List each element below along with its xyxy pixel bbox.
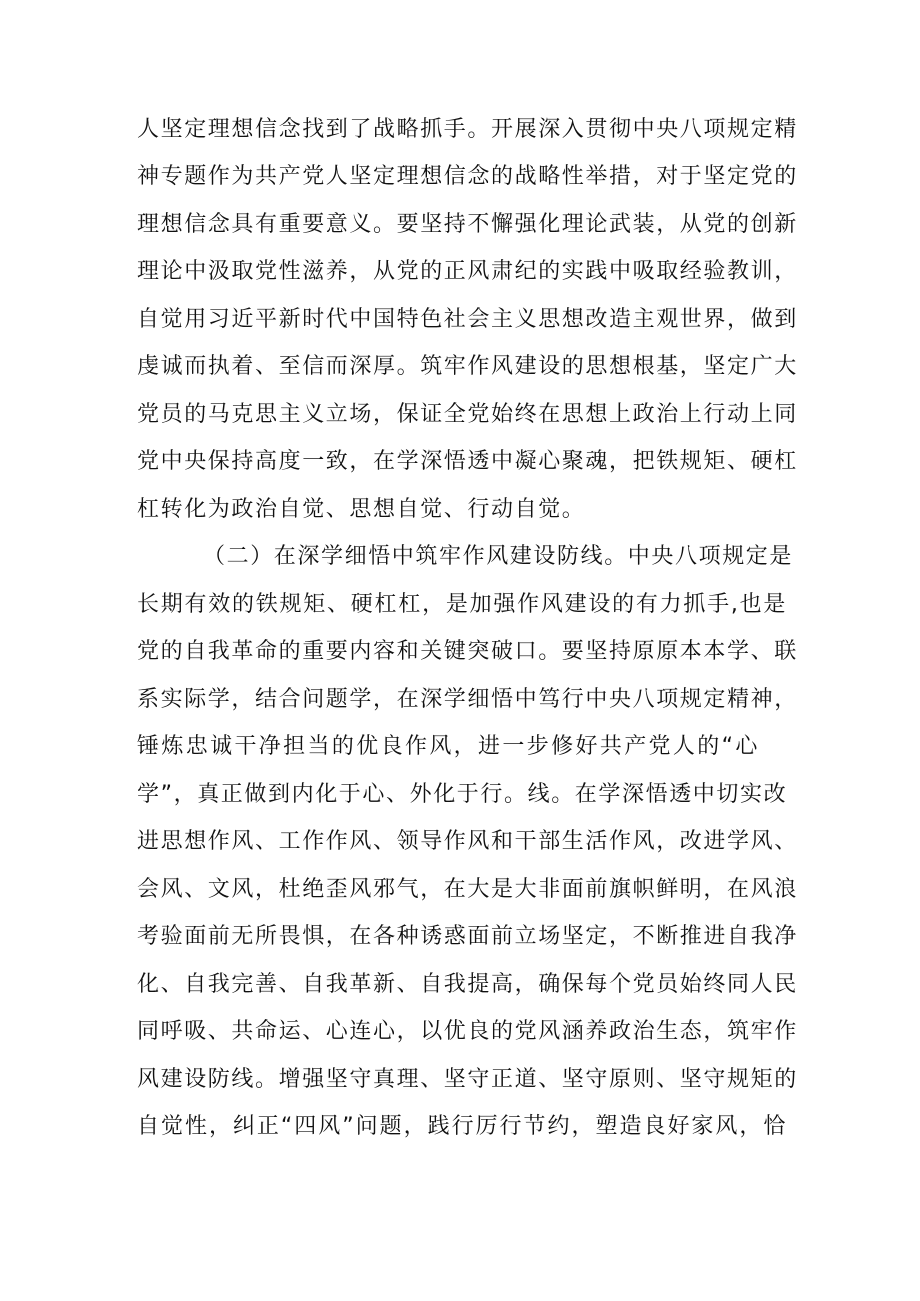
text-line: 自觉用习近平新时代中国特色社会主义思想改造主观世界，做到 [137, 307, 798, 332]
text-line: 自觉性，纠正“四风”问题，践行厉行节约，塑造良好家风，恰 [137, 1114, 787, 1139]
text-line: 神专题作为共产党人坚定理想信念的战略性举措，对于坚定党的 [137, 164, 798, 189]
text-line: 杠转化为政治自觉、思想自觉、行动自觉。 [137, 497, 586, 522]
text-line: 人坚定理想信念找到了战略抓手。开展深入贯彻中央八项规定精 [137, 117, 798, 142]
text-line: 虔诚而执着、至信而深厚。筑牢作风建设的思想根基，坚定广大 [137, 354, 798, 379]
text-line: 同呼吸、共命运、心连心，以优良的党风涵养政治生态，筑牢作 [137, 1019, 798, 1044]
text-line: 化、自我完善、自我革新、自我提高，确保每个党员始终同人民 [137, 972, 798, 997]
text-line: 党的自我革命的重要内容和关键突破口。要坚持原原本本学、联 [137, 639, 798, 664]
text-line: 进思想作风、工作作风、领导作风和干部生活作风，改进学风、 [137, 829, 798, 854]
text-line: 系实际学，结合问题学，在深学细悟中笃行中央八项规定精神， [137, 687, 798, 712]
text-line: 会风、文风，杜绝歪风邪气，在大是大非面前旗帜鲜明，在风浪 [137, 877, 798, 902]
text-line: 党中央保持高度一致，在学深悟透中凝心聚魂，把铁规矩、硬杠 [137, 449, 798, 474]
text-line: 长期有效的铁规矩、硬杠杠，是加强作风建设的有力抓手,也是 [137, 592, 787, 617]
text-line: 锤炼忠诚干净担当的优良作风，进一步修好共产党人的“心 [137, 734, 759, 759]
text-line: 考验面前无所畏惧，在各种诱惑面前立场坚定，不断推进自我净 [137, 924, 798, 949]
text-line: 理想信念具有重要意义。要坚持不懈强化理论武装，从党的创新 [137, 212, 798, 237]
text-line: 党员的马克思主义立场，保证全党始终在思想上政治上行动上同 [137, 402, 798, 427]
text-line: 理论中汲取党性滋养，从党的正风肃纪的实践中吸取经验教训， [137, 259, 798, 284]
text-line: 学”，真正做到内化于心、外化于行。线。在学深悟透中切实改 [137, 782, 788, 807]
text-line: 风建设防线。增强坚守真理、坚守正道、坚守原则、坚守规矩的 [137, 1067, 798, 1092]
section-heading-line: （二）在深学细悟中筑牢作风建设防线。中央八项规定是 [203, 544, 794, 569]
